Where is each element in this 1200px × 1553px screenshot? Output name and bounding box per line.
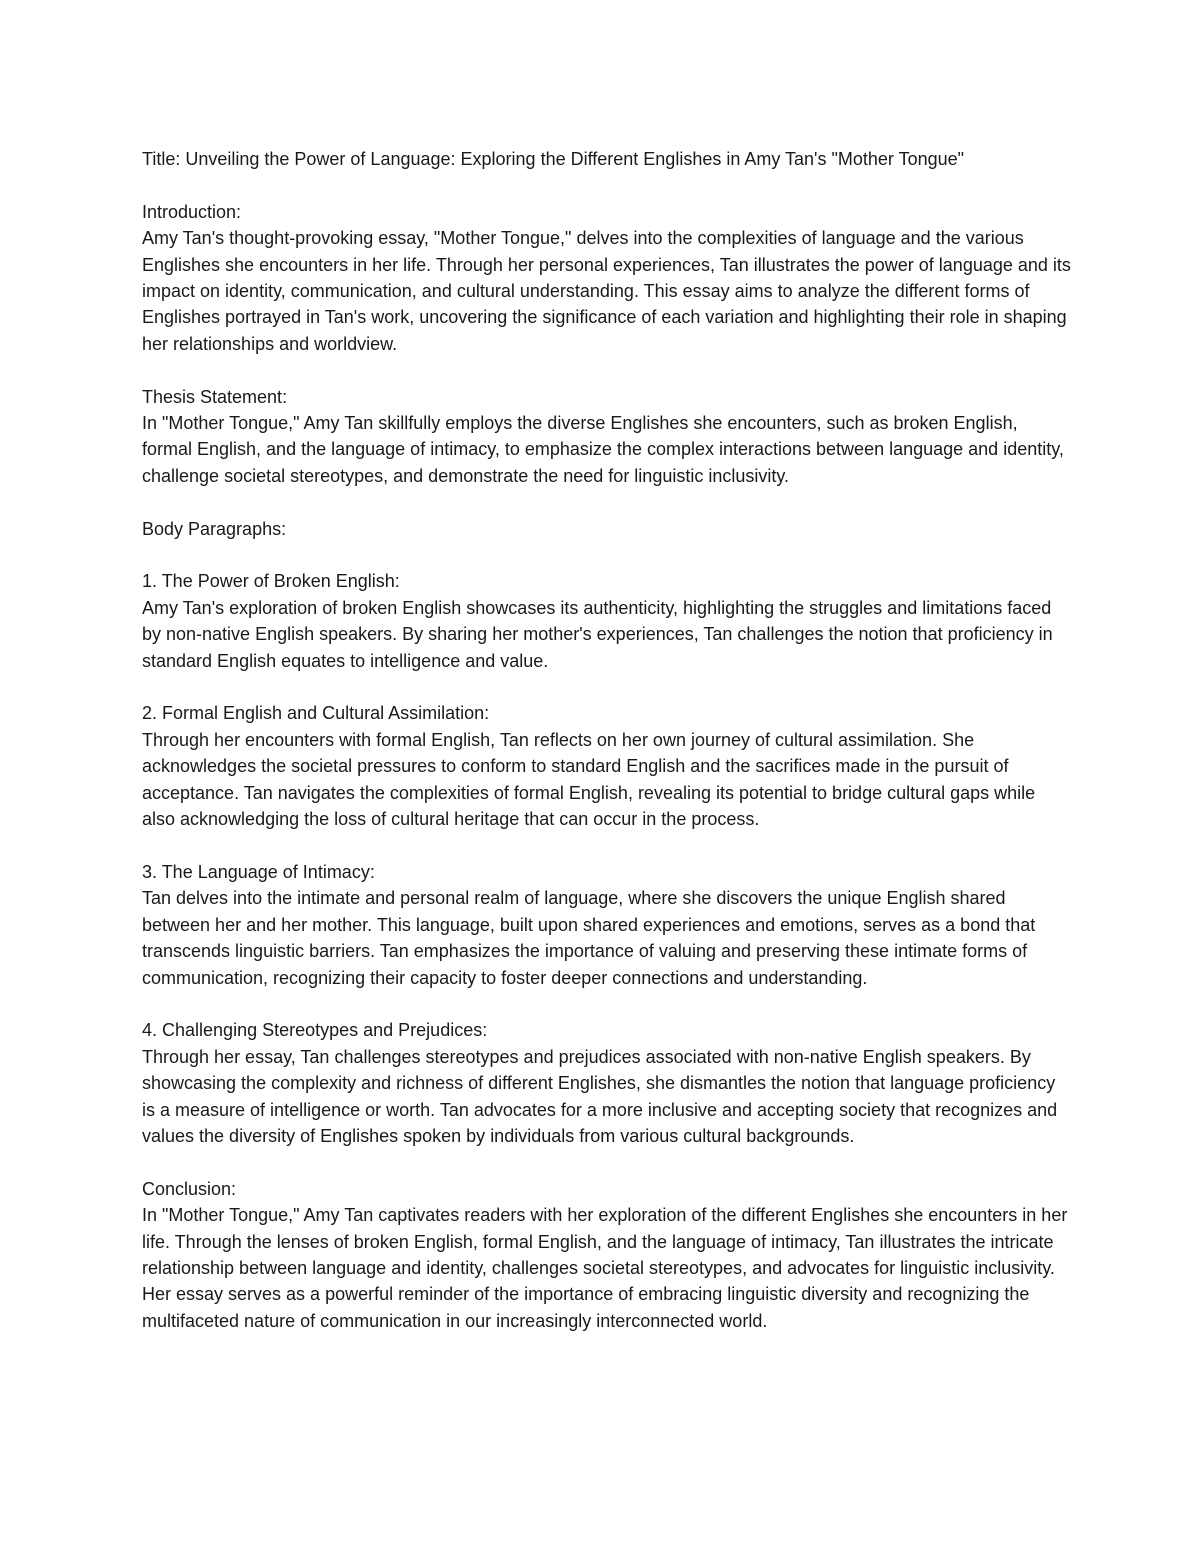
section-heading: 1. The Power of Broken English: (142, 571, 400, 592)
body-paragraphs-heading: Body Paragraphs: (142, 518, 287, 539)
document-title: Title: Unveiling the Power of Language: Exploring the Different Englishes in Amy Tan's "Mother Tongue" (142, 149, 965, 169)
thesis-heading: Thesis Statement: (142, 386, 288, 407)
section-challenging-stereotypes (142, 1017, 1072, 1149)
section-heading: 3. The Language of Intimacy: (142, 861, 375, 882)
conclusion-body: In "Mother Tongue," Amy Tan captivates readers with her exploration of the different Englishes she encounters in her life. Through the lenses of broken English, formal English, and the language of intimacy, Tan illustrates the intricate relationship between language and identity, challenges societal stereotypes, and advocates for linguistic inclusivity. Her essay serves as a powerful reminder of the importance of embracing linguistic diversity and recognizing the multifaceted nature of communication in our increasingly interconnected world. (142, 1205, 1068, 1331)
section-broken-english (142, 568, 1072, 674)
conclusion-section (142, 1176, 1072, 1334)
conclusion-heading: Conclusion: (142, 1178, 237, 1199)
section-heading: 2. Formal English and Cultural Assimilation: (142, 703, 490, 724)
document-page (142, 146, 1072, 1361)
section-body: Through her encounters with formal English, Tan reflects on her own journey of cultural assimilation. She acknowledges the societal pressures to conform to standard English and the sacrifices made in the pursuit of acceptance. Tan navigates the complexities of formal English, revealing its potential to bridge cultural gaps while also acknowledging the loss of cultural heritage that can occur in the process. (142, 729, 1036, 830)
section-body: Through her essay, Tan challenges stereotypes and prejudices associated with non-native English speakers. By showcasing the complexity and richness of different Englishes, she dismantles the notion that language proficiency is a measure of intelligence or worth. Tan advocates for a more inclusive and accepting society that recognizes and values the diversity of Englishes spoken by individuals from various cultural backgrounds. (142, 1046, 1058, 1146)
introduction-body: Amy Tan's thought-provoking essay, "Mother Tongue," delves into the complexities of language and the various Englishes she encounters in her life. Through her personal experiences, Tan illustrates the power of language and its impact on identity, communication, and cultural understanding. This essay aims to analyze the different forms of Englishes portrayed in Tan's work, uncovering the significance of each variation and highlighting their role in shaping her relationships and worldview. (142, 228, 1071, 354)
section-body: Tan delves into the intimate and personal realm of language, where she discovers the unique English shared between her and her mother. This language, built upon shared experiences and emotions, serves as a bond that transcends linguistic barriers. Tan emphasizes the importance of valuing and preserving these intimate forms of communication, recognizing their capacity to foster deeper connections and understanding. (142, 888, 1036, 988)
introduction-heading: Introduction: (142, 201, 242, 222)
section-heading: 4. Challenging Stereotypes and Prejudices: (142, 1020, 488, 1041)
section-formal-english (142, 700, 1072, 832)
section-body: Amy Tan's exploration of broken English showcases its authenticity, highlighting the struggles and limitations faced by non-native English speakers. By sharing her mother's experiences, Tan challenges the notion that proficiency in standard English equates to intelligence and value. (142, 597, 1053, 671)
section-language-of-intimacy (142, 859, 1072, 991)
body-paragraphs-heading-block (142, 516, 1072, 542)
thesis-section (142, 384, 1072, 490)
thesis-body: In "Mother Tongue," Amy Tan skillfully employs the diverse Englishes she encounters, such as broken English, formal English, and the language of intimacy, to emphasize the complex interactions between language and identity, challenge societal stereotypes, and demonstrate the need for linguistic inclusivity. (142, 413, 1064, 486)
introduction-section (142, 199, 1072, 357)
